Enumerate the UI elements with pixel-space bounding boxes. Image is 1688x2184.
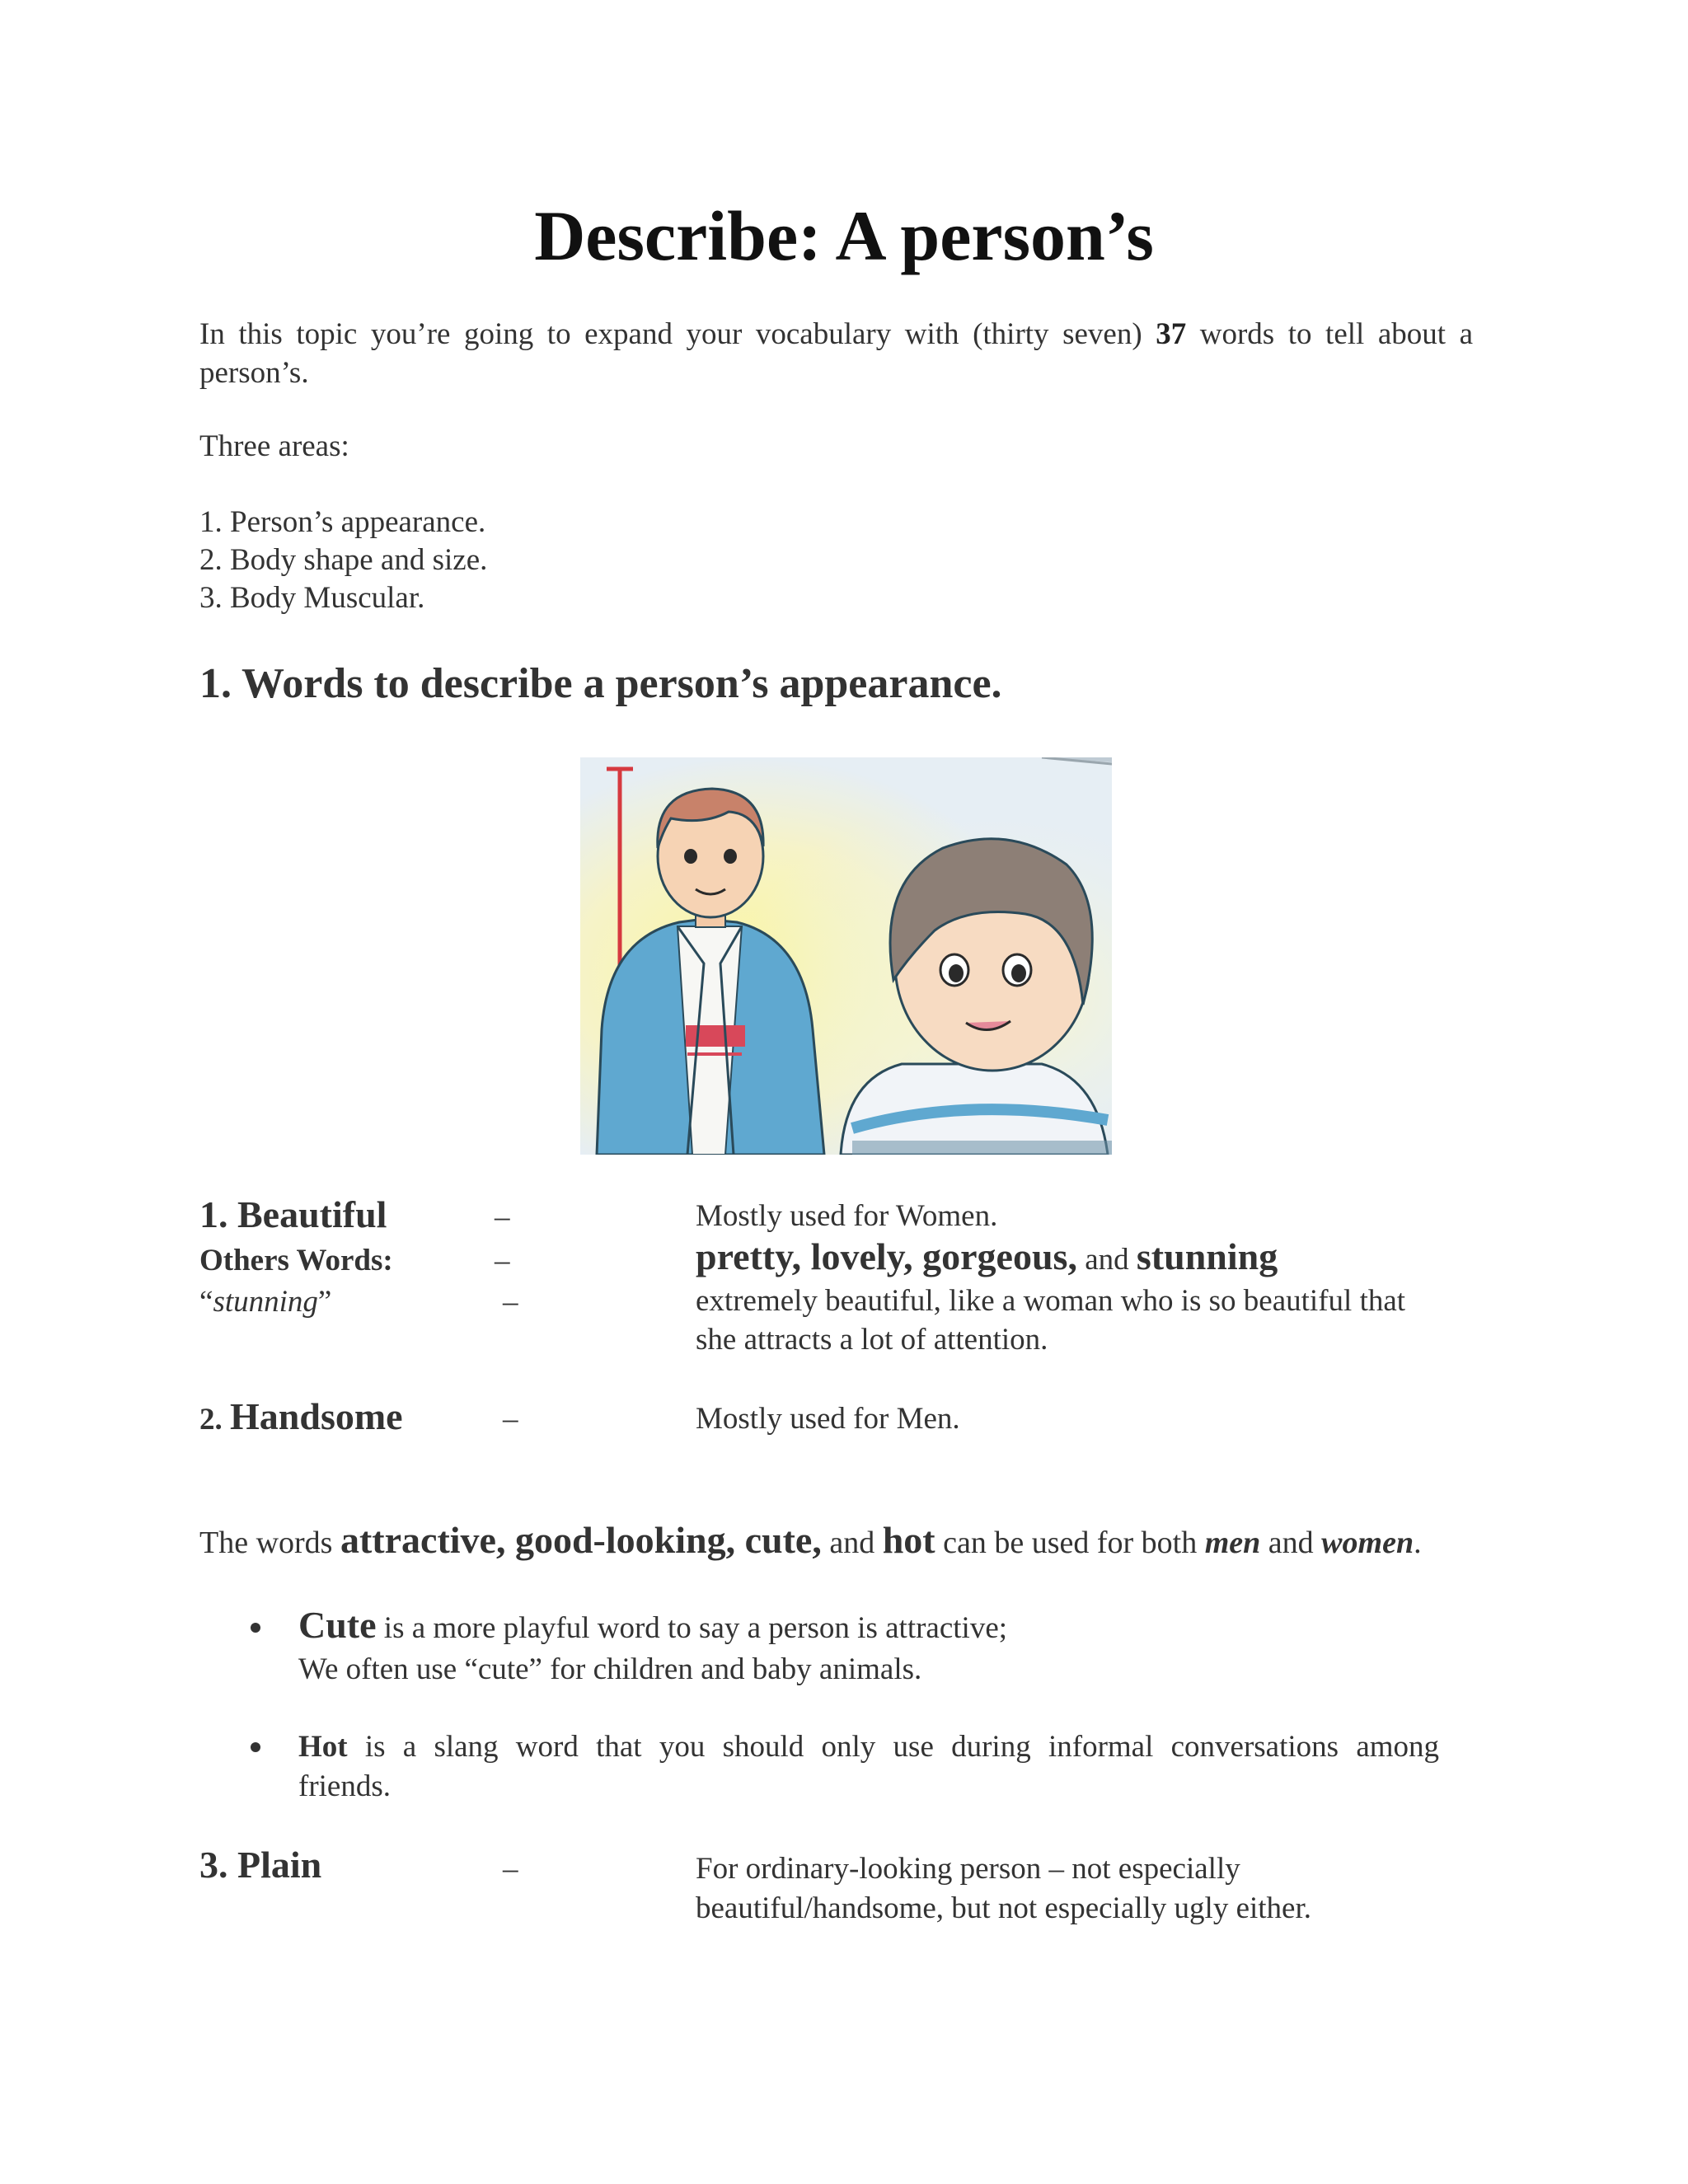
term-handsome bbox=[199, 1394, 403, 1438]
term-stunning-close-quote: ” bbox=[317, 1285, 332, 1319]
others-words-group-2: stunning bbox=[1136, 1235, 1278, 1277]
dash-beautiful: – bbox=[495, 1200, 510, 1234]
term-handsome-word: Handsome bbox=[230, 1395, 403, 1437]
dash-plain: – bbox=[503, 1852, 518, 1886]
bullet-icon bbox=[251, 1623, 260, 1633]
def-plain-line-1: For ordinary-looking person – not especially bbox=[696, 1852, 1240, 1886]
bullet-icon bbox=[251, 1742, 260, 1752]
bullet-cute-word: Cute bbox=[298, 1604, 377, 1646]
both-line-and-1: and bbox=[821, 1526, 883, 1560]
term-others-words: Others Words: bbox=[199, 1244, 393, 1277]
area-item-1: 1. Person’s appearance. bbox=[199, 505, 486, 539]
term-plain: 3. Plain bbox=[199, 1844, 322, 1886]
both-genders-line bbox=[199, 1518, 1422, 1562]
intro-text-start: In this topic you’re going to expand your vocabulary with (thirty seven) bbox=[199, 317, 1156, 351]
both-line-hot: hot bbox=[882, 1519, 935, 1561]
others-words-group-1: pretty, lovely, gorgeous, bbox=[696, 1235, 1077, 1277]
dash-others: – bbox=[495, 1244, 510, 1277]
bullet-hot-rest: is a slang word that you should only use during informal conversations among bbox=[347, 1730, 1440, 1764]
area-item-2: 2. Body shape and size. bbox=[199, 543, 488, 577]
term-handsome-number: 2. bbox=[199, 1403, 230, 1436]
dash-stunning: – bbox=[503, 1285, 518, 1319]
both-line-and-2: and bbox=[1260, 1526, 1322, 1560]
bullet-hot-line-1 bbox=[298, 1729, 1439, 1765]
term-beautiful: 1. Beautiful bbox=[199, 1193, 387, 1235]
bullet-hot-line-2: friends. bbox=[298, 1769, 391, 1803]
bullet-cute-line-1 bbox=[298, 1603, 1007, 1647]
both-line-men: men bbox=[1204, 1526, 1261, 1560]
both-line-words: attractive, good-looking, cute, bbox=[340, 1519, 822, 1561]
def-handsome: Mostly used for Men. bbox=[696, 1402, 960, 1436]
bullet-hot-word: Hot bbox=[298, 1730, 348, 1764]
illustration-man-and-woman-icon bbox=[580, 757, 1112, 1155]
term-stunning bbox=[199, 1284, 331, 1319]
bullet-cute-line-2: We often use “cute” for children and baby animals. bbox=[298, 1652, 922, 1686]
both-line-women: women bbox=[1321, 1526, 1414, 1560]
intro-paragraph bbox=[199, 315, 1473, 392]
both-line-pre: The words bbox=[199, 1526, 340, 1560]
both-line-end: . bbox=[1414, 1526, 1422, 1560]
others-words-list bbox=[696, 1235, 1278, 1278]
areas-heading: Three areas: bbox=[199, 429, 349, 463]
term-stunning-open-quote: “ bbox=[199, 1285, 213, 1319]
page-title: Describe: A person’s bbox=[534, 196, 1154, 275]
def-beautiful: Mostly used for Women. bbox=[696, 1199, 998, 1233]
intro-text-end: words to tell about a person’s. bbox=[199, 317, 1473, 390]
def-stunning-line-1: extremely beautiful, like a woman who is so beautiful that bbox=[696, 1284, 1406, 1318]
section-1-heading: 1. Words to describe a person’s appearance. bbox=[199, 660, 1002, 707]
intro-number: 37 bbox=[1156, 317, 1187, 351]
area-item-3: 3. Body Muscular. bbox=[199, 581, 425, 615]
both-line-mid: can be used for both bbox=[935, 1526, 1205, 1560]
dash-handsome: – bbox=[503, 1402, 518, 1436]
term-stunning-word: stunning bbox=[213, 1285, 318, 1319]
def-plain-line-2: beautiful/handsome, but not especially ugly either. bbox=[696, 1891, 1312, 1925]
others-words-and: and bbox=[1076, 1243, 1137, 1277]
def-stunning-line-2: she attracts a lot of attention. bbox=[696, 1323, 1048, 1357]
bullet-cute-rest: is a more playful word to say a person is attractive; bbox=[376, 1611, 1008, 1645]
